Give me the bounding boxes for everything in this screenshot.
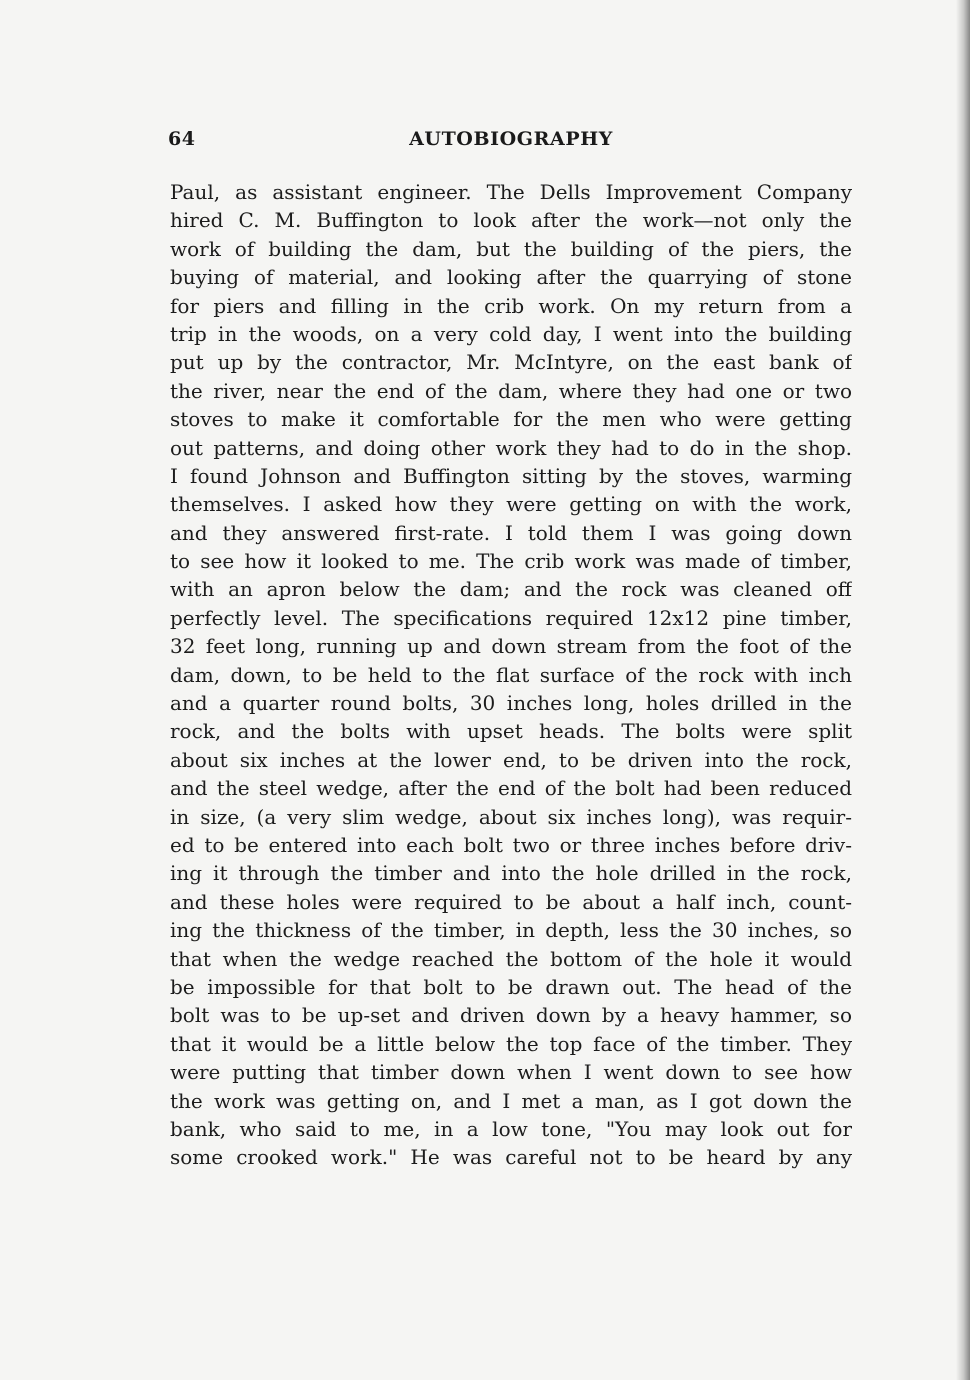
text-line: and these holes were required to be about a half inch, count- [170, 889, 852, 914]
text-line: were putting that timber down when I went down to see how [170, 1060, 852, 1085]
text-line: trip in the woods, on a very cold day, I went into the building [170, 321, 852, 346]
text-line: ing the thickness of the timber, in depth, less the 30 inches, so [170, 918, 852, 943]
text-line: with an apron below the dam; and the rock was cleaned off [170, 577, 852, 602]
running-head: AUTOBIOGRAPHY [409, 128, 613, 150]
text-line: Paul, as assistant engineer. The Dells Improvement Company [170, 180, 852, 204]
text-line: ed to be entered into each bolt two or three inches before driv- [170, 832, 852, 857]
text-line: stoves to make it comfortable for the men who were getting [170, 407, 852, 432]
text-line: be impossible for that bolt to be drawn out. The head of the [170, 974, 852, 999]
text-line: to see how it looked to me. The crib work was made of timber, [170, 549, 852, 574]
page-number: 64 [168, 128, 196, 150]
text-line: bank, who said to me, in a low tone, "You may look out for [170, 1116, 852, 1141]
text-line: perfectly level. The specifications required 12x12 pine timber, [170, 605, 852, 630]
text-line: for piers and filling in the crib work. On my return from a [170, 293, 852, 318]
text-line: the river, near the end of the dam, where they had one or two [170, 378, 852, 403]
page-header [168, 128, 854, 158]
text-line: 32 feet long, running up and down stream from the foot of the [170, 634, 852, 659]
text-line: some crooked work." He was careful not to be heard by any [170, 1145, 852, 1170]
text-line: put up by the contractor, Mr. McIntyre, on the east bank of [170, 350, 852, 375]
text-line: about six inches at the lower end, to be driven into the rock, [170, 747, 852, 772]
text-line: the work was getting on, and I met a man, as I got down the [170, 1088, 852, 1113]
text-line: that it would be a little below the top face of the timber. They [170, 1031, 852, 1056]
text-line: themselves. I asked how they were getting on with the work, [170, 492, 852, 517]
text-line: that when the wedge reached the bottom of the hole it would [170, 946, 852, 971]
body-text [170, 178, 852, 1172]
text-line: and a quarter round bolts, 30 inches long, holes drilled in the [170, 691, 852, 716]
text-line: hired C. M. Buffington to look after the work—not only the [170, 208, 852, 233]
text-line: in size, (a very slim wedge, about six inches long), was requir- [170, 804, 852, 829]
text-line: and they answered first-rate. I told them I was going down [170, 520, 852, 545]
text-line: out patterns, and doing other work they had to do in the shop. [170, 435, 852, 460]
text-line: rock, and the bolts with upset heads. The bolts were split [170, 719, 852, 744]
page-edge-shadow [956, 0, 970, 1380]
text-line: bolt was to be up-set and driven down by a heavy hammer, so [170, 1003, 852, 1028]
text-line: ing it through the timber and into the hole drilled in the rock, [170, 861, 852, 886]
text-line: I found Johnson and Buffington sitting by the stoves, warming [170, 463, 852, 488]
text-line: dam, down, to be held to the flat surface of the rock with inch [170, 662, 852, 687]
text-line: buying of material, and looking after the quarrying of stone [170, 265, 852, 290]
text-line: and the steel wedge, after the end of the bolt had been reduced [170, 776, 852, 801]
text-line: work of building the dam, but the building of the piers, the [170, 236, 852, 261]
